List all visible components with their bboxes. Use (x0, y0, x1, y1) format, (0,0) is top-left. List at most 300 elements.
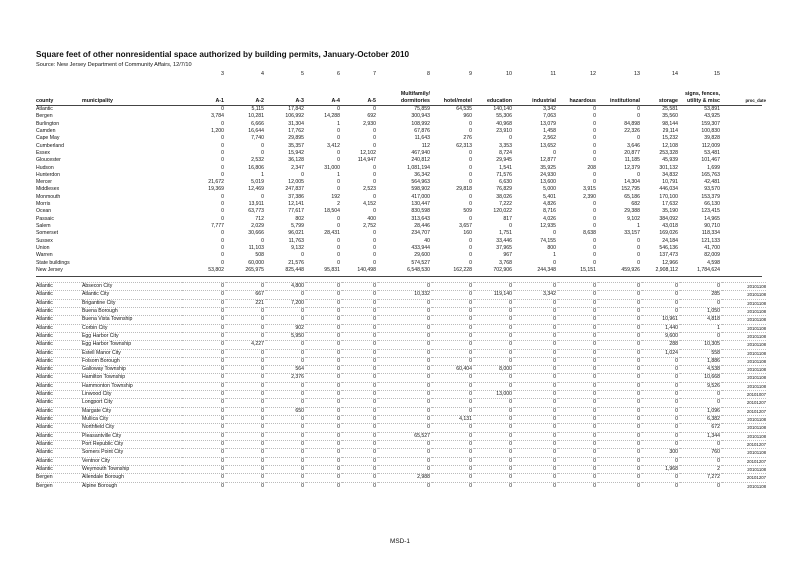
value-cell: 160 (463, 230, 472, 237)
county-cell: Mercer (36, 179, 52, 186)
value-cell: 169,026 (659, 230, 678, 237)
value-cell: 0 (337, 349, 340, 356)
value-cell: 508 (255, 252, 264, 259)
value-cell: 0 (301, 424, 304, 431)
value-cell: 0 (469, 244, 472, 251)
value-cell: 9,132 (291, 244, 304, 251)
value-cell: 234,707 (411, 230, 430, 237)
proc-date-cell: 20101108 (747, 483, 766, 489)
value-cell: 0 (469, 307, 472, 314)
value-cell: 0 (427, 299, 430, 306)
county-row (36, 179, 766, 186)
value-cell: 96,021 (288, 230, 304, 237)
value-cell: 0 (427, 332, 430, 339)
value-cell: 0 (637, 237, 640, 244)
value-cell: 3,412 (327, 142, 340, 149)
value-cell: 300 (669, 449, 678, 456)
value-cell: 0 (637, 307, 640, 314)
value-cell: 0 (337, 223, 340, 229)
value-cell: 0 (221, 142, 224, 149)
municipality-cell (82, 208, 182, 215)
value-cell: 120,022 (493, 208, 512, 215)
value-cell: 12,141 (288, 201, 304, 208)
municipality-row (36, 366, 766, 374)
value-cell: 35,925 (540, 164, 556, 171)
value-cell: 41,700 (704, 244, 720, 251)
municipality-cell: Margate City (82, 407, 112, 414)
value-cell: 0 (637, 259, 640, 266)
municipality-row (36, 457, 766, 465)
county-cell: Camden (36, 127, 56, 134)
value-cell: 0 (553, 230, 556, 237)
value-cell: 1,050 (707, 307, 720, 314)
municipality-cell: Estell Manor City (82, 349, 121, 356)
value-cell: 0 (221, 324, 224, 331)
county-cell: Atlantic (36, 432, 53, 439)
value-cell: 0 (553, 349, 556, 356)
value-cell: 29,818 (456, 186, 472, 193)
value-cell: 0 (221, 193, 224, 200)
municipality-row (36, 382, 766, 390)
value-cell: 0 (261, 391, 264, 398)
value-cell: 11,185 (624, 157, 640, 164)
value-cell: 0 (301, 449, 304, 456)
value-cell: 66,130 (704, 201, 720, 208)
header-a2: A-2 (255, 97, 264, 104)
value-cell: 0 (469, 193, 472, 200)
value-cell: 0 (509, 341, 512, 348)
value-cell: 760 (711, 449, 720, 456)
proc-date-cell (722, 201, 766, 208)
value-cell: 0 (373, 424, 376, 431)
county-row (36, 194, 766, 201)
value-cell: 247,837 (285, 186, 304, 193)
value-cell: 0 (593, 127, 596, 134)
value-cell: 5,000 (543, 186, 556, 193)
value-cell: 0 (337, 416, 340, 422)
county-row (36, 165, 766, 172)
col-number: 5 (301, 71, 304, 77)
value-cell: 0 (221, 135, 224, 142)
proc-date-cell: 20101108 (747, 308, 766, 314)
value-cell: 0 (675, 407, 678, 414)
value-cell: 0 (509, 316, 512, 323)
county-row (36, 201, 766, 208)
value-cell: 0 (593, 399, 596, 406)
value-cell: 0 (469, 120, 472, 127)
value-cell: 0 (373, 208, 376, 215)
county-cell: Cumberland (36, 142, 65, 149)
municipality-cell (82, 106, 182, 113)
value-cell: 0 (261, 316, 264, 323)
municipality-cell (82, 150, 182, 157)
value-cell: 29,895 (288, 135, 304, 142)
municipality-row (36, 407, 766, 415)
value-cell: 0 (373, 382, 376, 389)
municipality-row (36, 374, 766, 382)
value-cell: 2,908,112 (655, 266, 678, 273)
value-cell: 208 (587, 164, 596, 171)
value-cell: 7,222 (499, 201, 512, 208)
value-cell: 0 (261, 432, 264, 439)
municipality-cell: Longport City (82, 399, 113, 406)
value-cell: 0 (469, 324, 472, 331)
county-cell: Burlington (36, 120, 60, 127)
county-cell: Essex (36, 149, 50, 156)
value-cell: 672 (711, 424, 720, 431)
value-cell: 0 (221, 457, 224, 464)
value-cell: 0 (337, 399, 340, 406)
county-cell: Atlantic (36, 291, 53, 298)
value-cell: 0 (221, 299, 224, 306)
value-cell: 0 (337, 244, 340, 251)
value-cell: 0 (509, 332, 512, 339)
value-cell: 0 (261, 374, 264, 381)
county-cell: Atlantic (36, 332, 53, 339)
value-cell: 40,968 (496, 120, 512, 127)
value-cell: 2,347 (291, 164, 304, 171)
municipality-cell: Port Republic City (82, 440, 124, 447)
value-cell: 130,447 (411, 201, 430, 208)
value-cell: 0 (593, 416, 596, 422)
value-cell: 0 (301, 291, 304, 298)
value-cell: 0 (553, 324, 556, 331)
value-cell: 0 (593, 259, 596, 266)
value-cell: 1,024 (665, 349, 678, 356)
municipality-cell: Linwood City (82, 391, 112, 398)
value-cell: 64,535 (456, 106, 472, 112)
value-cell: 0 (509, 299, 512, 306)
value-cell: 0 (261, 382, 264, 389)
municipality-row (36, 316, 766, 324)
value-cell: 0 (509, 440, 512, 447)
value-cell: 0 (373, 399, 376, 406)
value-cell: 0 (469, 215, 472, 222)
proc-date-cell (722, 238, 766, 245)
proc-date-cell: 20101207 (746, 400, 766, 406)
value-cell: 0 (509, 449, 512, 456)
value-cell: 0 (637, 391, 640, 398)
value-cell: 0 (261, 399, 264, 406)
value-cell: 0 (593, 106, 596, 112)
value-cell: 0 (553, 332, 556, 339)
value-cell: 18,504 (324, 208, 340, 215)
value-cell: 802 (295, 215, 304, 222)
value-cell: 0 (553, 440, 556, 447)
proc-date-cell: 20101108 (747, 383, 766, 389)
value-cell: 0 (593, 424, 596, 431)
value-cell: 0 (637, 432, 640, 439)
value-cell: 29,388 (624, 208, 640, 215)
value-cell: 0 (717, 440, 720, 447)
value-cell: 285 (711, 291, 720, 298)
value-cell: 0 (373, 299, 376, 306)
value-cell: 0 (373, 127, 376, 134)
value-cell: 137,473 (659, 252, 678, 259)
value-cell: 0 (261, 142, 264, 149)
municipality-cell: Hammonton Township (82, 382, 133, 389)
value-cell: 101,467 (701, 157, 720, 164)
county-row (36, 157, 766, 164)
header-hotel-motel: hotel/motel (443, 97, 472, 104)
municipality-cell: Pleasantville City (82, 432, 122, 439)
value-cell: 0 (717, 399, 720, 406)
value-cell: 0 (553, 399, 556, 406)
municipality-row (36, 349, 766, 357)
value-cell: 98,144 (662, 120, 678, 127)
county-cell: State buildings (36, 259, 70, 266)
value-cell: 0 (469, 424, 472, 431)
value-cell: 0 (553, 457, 556, 464)
value-cell: 0 (261, 332, 264, 339)
value-cell: 2,930 (363, 120, 376, 127)
county-row (36, 245, 766, 252)
proc-date-cell (722, 252, 766, 259)
value-cell: 0 (593, 283, 596, 289)
proc-date-cell: 20101108 (747, 425, 766, 431)
value-cell: 0 (337, 299, 340, 306)
value-cell: 10,305 (704, 341, 720, 348)
value-cell: 0 (373, 349, 376, 356)
value-cell: 0 (553, 374, 556, 381)
value-cell: 0 (593, 291, 596, 298)
value-cell: 0 (221, 382, 224, 389)
value-cell: 4,227 (251, 341, 264, 348)
value-cell: 1,784,624 (697, 266, 720, 273)
value-cell: 0 (637, 252, 640, 259)
header-municipality: municipality (82, 97, 113, 104)
value-cell: 960 (463, 113, 472, 120)
value-cell: 0 (373, 482, 376, 489)
value-cell: 0 (675, 283, 678, 289)
county-cell: Atlantic (36, 374, 53, 381)
value-cell: 0 (509, 482, 512, 489)
municipality-cell (82, 216, 182, 223)
value-cell: 108,992 (411, 120, 430, 127)
proc-date-cell: 20101108 (747, 417, 766, 422)
county-cell: Atlantic (36, 299, 53, 306)
value-cell: 93,570 (704, 186, 720, 193)
municipality-row (36, 357, 766, 365)
county-row (36, 252, 766, 259)
value-cell: 0 (637, 457, 640, 464)
value-cell: 0 (301, 341, 304, 348)
value-cell: 1,440 (665, 324, 678, 331)
value-cell: 301,132 (659, 164, 678, 171)
county-row (36, 106, 766, 113)
municipality-cell: Egg Harbor City (82, 332, 119, 339)
proc-date-cell: 20101108 (747, 325, 766, 331)
value-cell: 7,740 (251, 135, 264, 142)
municipality-cell: Somers Point City (82, 449, 124, 456)
value-cell: 0 (593, 440, 596, 447)
value-cell: 0 (675, 307, 678, 314)
value-cell: 433,944 (411, 244, 430, 251)
value-cell: 10,281 (248, 113, 264, 120)
value-cell: 112 (421, 142, 430, 149)
value-cell: 0 (637, 440, 640, 447)
value-cell: 0 (337, 465, 340, 472)
value-cell: 36,128 (288, 157, 304, 164)
value-cell: 0 (593, 366, 596, 373)
value-cell: 4,598 (707, 259, 720, 266)
county-row (36, 172, 766, 179)
value-cell: 0 (301, 399, 304, 406)
value-cell: 0 (509, 432, 512, 439)
value-cell: 4,538 (707, 366, 720, 373)
value-cell: 0 (637, 332, 640, 339)
col-number: 14 (672, 71, 678, 77)
municipality-row (36, 399, 766, 407)
value-cell: 0 (373, 366, 376, 373)
value-cell: 0 (337, 259, 340, 266)
county-row (36, 143, 766, 150)
value-cell: 31,304 (288, 120, 304, 127)
value-cell: 2,523 (363, 186, 376, 193)
proc-date-cell: 20101108 (747, 433, 766, 439)
value-cell: 165,763 (701, 171, 720, 178)
value-cell: 0 (553, 465, 556, 472)
county-row (36, 121, 766, 128)
col-number: 4 (261, 71, 264, 77)
value-cell: 384,092 (659, 215, 678, 222)
value-cell: 0 (373, 449, 376, 456)
value-cell: 459,926 (621, 266, 640, 273)
value-cell: 0 (337, 432, 340, 439)
header-proc-date: proc_date (745, 97, 766, 103)
value-cell: 39,828 (704, 135, 720, 142)
municipality-cell (82, 267, 182, 274)
value-cell: 0 (469, 283, 472, 289)
value-cell: 0 (593, 482, 596, 489)
value-cell: 825,448 (285, 266, 304, 273)
county-row (36, 223, 766, 230)
value-cell: 0 (373, 332, 376, 339)
value-cell: 14,965 (704, 215, 720, 222)
value-cell: 1,458 (543, 127, 556, 134)
value-cell: 0 (637, 407, 640, 414)
value-cell: 0 (637, 316, 640, 323)
value-cell: 0 (509, 135, 512, 142)
value-cell: 0 (553, 366, 556, 373)
value-cell: 40 (424, 237, 430, 244)
value-cell: 35,560 (662, 113, 678, 120)
value-cell: 9,102 (627, 215, 640, 222)
value-cell: 10,668 (704, 374, 720, 381)
value-cell: 0 (337, 382, 340, 389)
value-cell: 0 (301, 457, 304, 464)
value-cell: 3,768 (499, 259, 512, 266)
county-row (36, 208, 766, 215)
value-cell: 3,784 (211, 113, 224, 120)
proc-date-cell (722, 267, 766, 274)
county-cell: Atlantic (36, 449, 53, 456)
value-cell: 0 (637, 324, 640, 331)
value-cell: 650 (295, 407, 304, 414)
county-cell: Atlantic (36, 407, 53, 414)
value-cell: 0 (675, 457, 678, 464)
value-cell: 0 (427, 449, 430, 456)
value-cell: 0 (373, 407, 376, 414)
proc-date-cell (722, 216, 766, 223)
value-cell: 23,910 (496, 127, 512, 134)
value-cell: 400 (367, 215, 376, 222)
value-cell: 35,190 (662, 208, 678, 215)
county-row (36, 186, 766, 193)
value-cell: 0 (373, 230, 376, 237)
value-cell: 5,401 (543, 193, 556, 200)
value-cell: 0 (373, 237, 376, 244)
value-cell: 0 (469, 357, 472, 364)
value-cell: 0 (469, 259, 472, 266)
value-cell: 564,963 (411, 179, 430, 186)
value-cell: 0 (593, 457, 596, 464)
value-cell: 288 (669, 341, 678, 348)
value-cell: 22,326 (624, 127, 640, 134)
value-cell: 0 (469, 252, 472, 259)
value-cell: 24,930 (540, 171, 556, 178)
value-cell: 0 (637, 374, 640, 381)
county-cell: Atlantic (36, 416, 53, 422)
value-cell: 0 (509, 357, 512, 364)
county-cell: Passaic (36, 215, 54, 222)
county-row (36, 113, 766, 120)
value-cell: 0 (637, 299, 640, 306)
col-number: 13 (634, 71, 640, 77)
value-cell: 21,672 (208, 179, 224, 186)
value-cell: 0 (337, 341, 340, 348)
value-cell: 0 (469, 164, 472, 171)
value-cell: 53,802 (208, 266, 224, 273)
value-cell: 0 (593, 341, 596, 348)
header-storage: storage (658, 97, 678, 104)
value-cell: 0 (221, 201, 224, 208)
value-cell: 0 (553, 299, 556, 306)
value-cell: 0 (427, 307, 430, 314)
header-a3: A-3 (295, 97, 304, 104)
municipality-cell: Alpine Borough (82, 482, 118, 489)
value-cell: 0 (717, 283, 720, 289)
proc-date-cell (722, 143, 766, 150)
value-cell: 0 (337, 149, 340, 156)
value-cell: 43,018 (662, 223, 678, 229)
value-cell: 95,831 (324, 266, 340, 273)
value-cell: 0 (337, 106, 340, 112)
county-cell: Sussex (36, 237, 53, 244)
proc-date-cell: 20101108 (747, 466, 766, 472)
proc-date-cell (722, 223, 766, 230)
col-number: 3 (221, 71, 224, 77)
county-cell: Atlantic (36, 382, 53, 389)
value-cell: 0 (553, 407, 556, 414)
value-cell: 0 (373, 465, 376, 472)
value-cell: 7,200 (291, 299, 304, 306)
value-cell: 0 (637, 349, 640, 356)
value-cell: 0 (337, 316, 340, 323)
value-cell: 3,915 (583, 186, 596, 193)
value-cell: 0 (301, 171, 304, 178)
value-cell: 13,000 (496, 391, 512, 398)
value-cell: 0 (373, 283, 376, 289)
value-cell: 0 (221, 482, 224, 489)
value-cell: 19,369 (208, 186, 224, 193)
value-cell: 0 (427, 341, 430, 348)
proc-date-cell: 20101108 (747, 284, 766, 289)
county-cell: Atlantic (36, 357, 53, 364)
value-cell: 0 (637, 482, 640, 489)
value-cell: 546,136 (659, 244, 678, 251)
value-cell: 140,498 (357, 266, 376, 273)
